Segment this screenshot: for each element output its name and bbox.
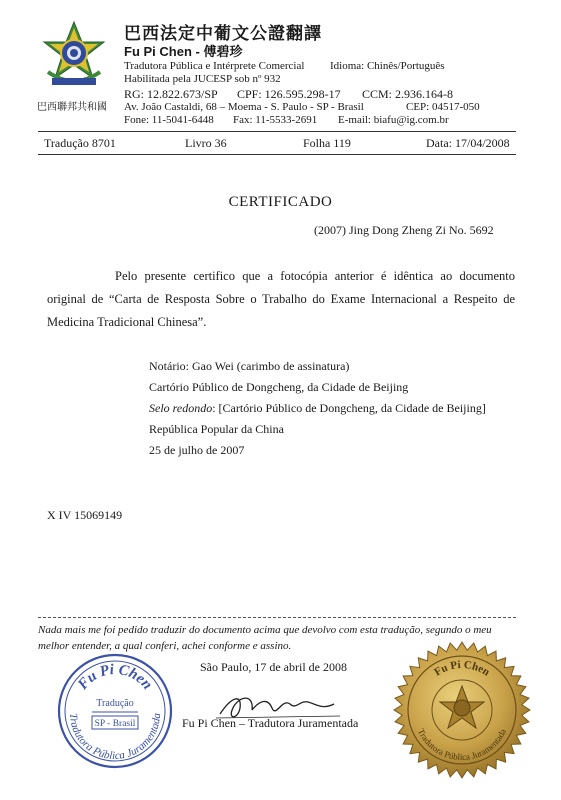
- closing-statement: Nada mais me foi pedido traduzir do documento acima que devolvo com esta tradução, segundo o meu melhor entender, a qual conferi, achei conforme e assino.: [38, 624, 492, 652]
- document-reference: (2007) Jing Dong Zheng Zi No. 5692: [314, 223, 494, 237]
- round-seal-text: : [Cartório Público de Dongcheng, da Cidade de Beijing]: [212, 401, 486, 415]
- document-title: CERTIFICADO: [228, 194, 333, 210]
- svg-text:Fu Pi Chen: [74, 662, 155, 694]
- seal-bottom-text: Tradutora Pública Juramentada: [415, 727, 509, 763]
- cep: CEP: 04517-050: [406, 101, 480, 113]
- translation-number: Tradução 8701: [44, 136, 116, 150]
- round-seal-label: Selo redondo: [149, 401, 213, 415]
- header-divider: [38, 131, 516, 132]
- notary-name: Notário: Gao Wei (carimbo de assinatura): [149, 359, 350, 373]
- stamp-bottom-text: Tradutora Pública Juramentada: [66, 712, 164, 763]
- translator-role: Tradutora Pública e Intérprete Comercial: [124, 60, 305, 72]
- seal-top-text: Fu Pi Chen: [432, 658, 492, 679]
- signer-name: Fu Pi Chen – Tradutora Juramentada: [182, 716, 359, 730]
- stamp-top-text: Fu Pi Chen: [74, 661, 156, 693]
- stamp-location-text: SP - Brasil: [94, 719, 136, 729]
- meta-divider: [38, 154, 516, 155]
- brazil-coat-of-arms-icon: [38, 20, 110, 92]
- rg-number: RG: 12.822.673/SP: [124, 87, 218, 101]
- certification-text: [47, 265, 515, 334]
- notary-block: [149, 356, 486, 461]
- translation-date: Data: 17/04/2008: [426, 136, 510, 150]
- stamp-middle-text: Tradução: [96, 698, 134, 709]
- certification-paragraph: Pelo presente certifico que a fotocópia anterior é idêntica ao documento original de “Carta de Resposta Sobre o Trabalho do Exame Internacional a Respeito de Medicina Tradicional Chinesa”.: [47, 269, 515, 329]
- document-identifier: X IV 15069149: [47, 508, 123, 522]
- book-number: Livro 36: [185, 136, 227, 150]
- notary-office: Cartório Público de Dongcheng, da Cidade de Beijing: [149, 380, 409, 394]
- company-chinese-name: 巴西法定中葡文公證翻譯: [124, 24, 322, 44]
- license: Habilitada pela JUCESP sob nº 932: [124, 73, 281, 85]
- phone: Fone: 11-5041-6448: [124, 114, 214, 126]
- gold-seal: [392, 640, 532, 780]
- address: Av. João Castaldi, 68 – Moema - S. Paulo - SP - Brasil: [124, 101, 364, 113]
- round-seal-line: [149, 398, 486, 419]
- translator-stamp: [56, 652, 174, 770]
- cpf-number: CPF: 126.595.298-17: [237, 87, 341, 101]
- languages: Idioma: Chinês/Português: [330, 60, 445, 72]
- email: E-mail: biafu@ig.com.br: [338, 114, 449, 126]
- notary-country: República Popular da China: [149, 422, 284, 436]
- footer-divider: [38, 617, 516, 618]
- translator-name: Fu Pi Chen - 傅碧珍: [124, 44, 243, 59]
- emblem-caption: 巴西聯邦共和國: [37, 102, 107, 113]
- ccm-number: CCM: 2.936.164-8: [362, 87, 454, 101]
- notary-date: 25 de julho de 2007: [149, 443, 245, 457]
- place-and-date: São Paulo, 17 de abril de 2008: [200, 660, 347, 674]
- page-number: Folha 119: [303, 136, 351, 150]
- fax: Fax: 11-5533-2691: [233, 114, 318, 126]
